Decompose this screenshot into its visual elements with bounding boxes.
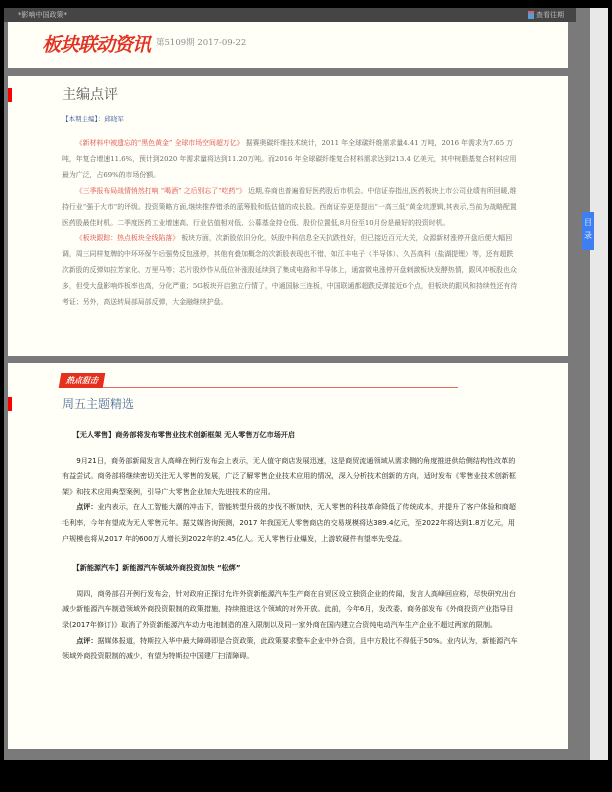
past-issues-link[interactable]: [528, 10, 564, 20]
item-headline: 【无人零售】商务部将发布零售业技术创新框架 无人零售万亿市场开启: [72, 430, 296, 439]
scrollbar[interactable]: [576, 8, 608, 760]
header-page: [8, 22, 568, 68]
toc-button[interactable]: 目 录: [582, 212, 594, 250]
section-marker: [8, 397, 12, 411]
hot-body: [62, 421, 520, 664]
hot-banner: [60, 373, 458, 388]
item-comment: 点评：据媒体报道，特斯拉入华中最大障碍即是合资政策，此政策要求整车企业中外合资，且中方股比不得低于50%。业内认为，新能源汽车领域外商投资限制的减少，有望为特斯拉中国建厂扫清障碍。: [62, 635, 518, 661]
editor-name: 邱晓军: [104, 115, 124, 123]
editorial-title: 主编点评: [62, 87, 118, 103]
paragraph: 《三季报布局战情悄然打响 “喝酒” 之后别忘了“吃药”》 近期,券商也普遍看好医药股后市机会。中信证券指出,医药板块上市公司业绩有所回暖,维持行业“强于大市”的评级。投资策略方面,继续推荐错杀的蓝筹股和低估值的成长股。西南证券更是提出“一高三低”黄金坑逻辑,其表示,当前为战略配置医药股最佳时机。二季度医药工业增速高、行业估值相对低、公募基金持仓低、股价位置低,8月份至10月份是最好的投资时机。: [62, 186, 517, 227]
item-body: 周四，商务部召开例行发布会，针对政府正探讨允许外资新能源汽车生产商在自贸区设立独资企业的传闻，发言人高峰回应称，尽快研究出台减少新能源汽车制造领域外商投资限制的政策措施，持续推进这个领域的对外开放。此前，今年6月，发改委、商务部发布《外商投资产业指导目录(2017年修订)》取消了外资新能源汽车动力电池制造的准入限制以及同一家外商在国内建立合资纯电动汽车生产企业不超过两家的限制。: [62, 588, 516, 629]
paragraph: 《新材料中被遗忘的“黑色黄金” 全球市场空间超万亿》 据赛奥碳纤维技术统计，2011 年全球碳纤维需求量4.41 万吨，2016 年需求为7.65 万吨，年复合增速11.6%，预计到2020 年需求量将达到11.20万吨。而2016 年全球碳纤维复合材料需求达到213.4 亿美元，其中树脂基复合材料应用最为广泛，占69%的市场份额。: [62, 139, 517, 179]
paragraph: 《板块跟踪：热点板块全线陷落》 板块方面，次新股依旧分化，妖股中科信息全天抗跌性好，但已接近百元大关，众源新材涨停开盘后便大幅回调，周三同样复牌的中环环保午后强势反包涨停，其他有叠加概念的次新股表现也不错，如江丰电子（半导体）、久吾高科（盐湖提锂）等，还有超跌次新股的反弹如拉芳家化、万里马等；芯片股炒作从低位补涨股延续到了集成电路和半导体上，通富微电涨停开盘刺激板块发酵热情，跟风冲板股也众多，但受大盘影响炸板率也高，分化严重；5G板块开启独立行情了，中通国脉三连板，中国联通都超跌反弹接近6个点，但板块的跟风和持续性还有待考证；另外，高送转局部局部反弹，大金融继续护盘。: [62, 234, 518, 307]
top-bar: [4, 8, 576, 22]
article-link[interactable]: 《新材料中被遗忘的“黑色黄金” 全球市场空间超万亿》: [75, 139, 244, 147]
item-headline: 【新能源汽车】新能源汽车领域外商投资加快 “松绑”: [72, 563, 241, 573]
hot-topics-page: [8, 363, 568, 749]
item-comment: 点评：业内表示，在人工智能大潮的冲击下，智能转型升级的步伐不断加快，无人零售的科技革命降低了传统成本，并提升了客户体验和商超毛利率，今年有望成为无人零售元年。据艾媒咨询预测，2017 年我国无人零售商店的交易规模将达389.4亿元，至2022年将达到1.8万亿元，用户规模也将从2017 年的600万人增长到2022年的2.45亿人。无人零售行业爆发，上游软硬件有望率先受益。: [62, 502, 516, 543]
article-link[interactable]: 《三季报布局战情悄然打响 “喝酒” 之后别忘了“吃药”》: [75, 186, 246, 195]
issue-info: 第5109期 2017-09-22: [156, 38, 247, 48]
calendar-icon: [528, 11, 534, 19]
logo: 板块联动资讯: [42, 34, 151, 56]
hot-title: 周五主题精选: [62, 397, 135, 411]
past-issues-label: 查看往期: [536, 11, 564, 19]
section-marker: [8, 88, 12, 102]
hot-tag: 热点狙击: [59, 373, 106, 388]
document-viewer: [4, 8, 608, 760]
article-link[interactable]: 《板块跟踪：热点板块全线陷落》: [75, 234, 180, 243]
editorial-body: [62, 136, 520, 311]
editor-line: 【本期主编】：邱晓军: [62, 115, 124, 123]
item-body: 9月21日，商务部新闻发言人高峰在例行发布会上表示，无人值守商店发展迅速，这是商贸流通领域从需求侧的角度推进供给侧结构性改革的有益尝试。商务部将继续密切关注无人零售的发展，广泛了解零售企业技术应用的情况，深入分析技术创新的方向，适时发布《零售业技术创新框架》和技术应用典型案例，引导广大零售企业加大先进技术的应用。: [62, 455, 516, 496]
policy-tag: *影响中国政策*: [18, 11, 67, 19]
editorial-page: [8, 76, 568, 356]
